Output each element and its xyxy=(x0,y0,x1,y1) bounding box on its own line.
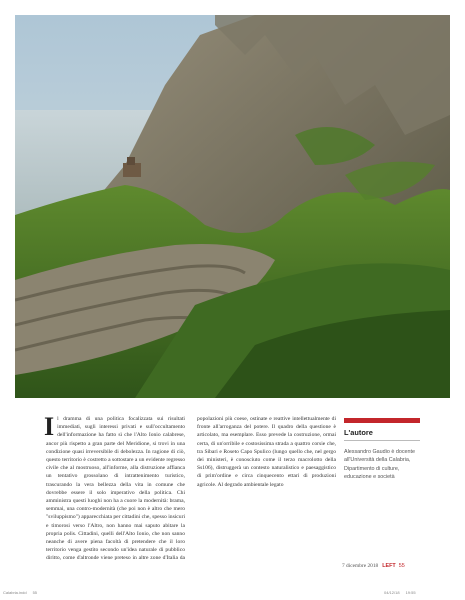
author-box-divider xyxy=(344,440,420,441)
author-bio: Alessandro Gaudio è docente all'Università della Calabria, Dipartimento di culture, educazione e società xyxy=(344,449,416,481)
article-text: l dramma di una politica focalizzata sui risultati immediati, sugli interessi privati e sull'occultamento dell'informazione ha fatto sì che l'Alto Ionio calabrese, ancor più rispetto a gran parte del Meridione, si trovi in una condizione quasi irreversibile di debolezza. In ragione di ciò, questo territorio è costretto a sottostare a un evidente regresso civile che al mostruoso, all'informe, alla distruzione affianca un tentativo grossolano di intrattenimento turistico, trascurando la vera bellezza della vita in comune che dovrebbe essere il solo imperativo della politica. Chi amministra questi luoghi non ha a cuore la modernità: brama, semmai, una contro-modernità (che poi non è altro che mero "sviluppismo") apparecchiata per cittadini che, spesso insicuri e timorosi verso l'Altro, non hanno mai saputo abitare la propria polis. Cittadini, quelli dell'Alto Ionio, che non sanno neanche di avere piena facoltà di pretendere che il loro territorio venga gestito secondo un'idea naturale di pubblico diritto, come d'altronde viene preteso in altre zone d'Italia da popolazioni più coese, ostinate e reattive intellettualmente di fronte all'arroganza del potere. Il quadro della questione è articolato, ma esemplare. Esso prevede la costruzione, ormai certa, di un'orribile e costosissima strada a quattro corsie che, tra Sibari e Roseto Capo Spulico (lungo quello che, nel gergo dei ministeri, è conosciuto come il terzo macrolotto della Ss106), distruggerà un contesto naturalistico e paesaggistico di prim'ordine e circa cinquecento ettari di produzioni agricole. Al degrado ambientale legato xyxy=(46,416,336,562)
slug-filename: Calabria.indd xyxy=(3,590,27,595)
magazine-name: LEFT xyxy=(382,563,396,569)
article-body xyxy=(44,412,336,565)
page-footer xyxy=(342,563,405,569)
slug-page: 55 xyxy=(32,590,38,595)
author-box-accent-bar xyxy=(344,418,420,423)
drop-cap: I xyxy=(44,412,55,441)
author-box xyxy=(344,418,446,482)
slug-time: 19:55 xyxy=(405,590,416,595)
author-box-title: L'autore xyxy=(344,428,373,437)
print-slug-left xyxy=(3,590,37,595)
issue-date: 7 dicembre 2018 xyxy=(342,563,379,569)
mountain-photo xyxy=(15,15,450,398)
print-slug-right xyxy=(384,590,416,595)
article-paragraph xyxy=(44,412,336,565)
page-number: 55 xyxy=(398,563,405,569)
slug-date: 04/12/18 xyxy=(384,590,400,595)
